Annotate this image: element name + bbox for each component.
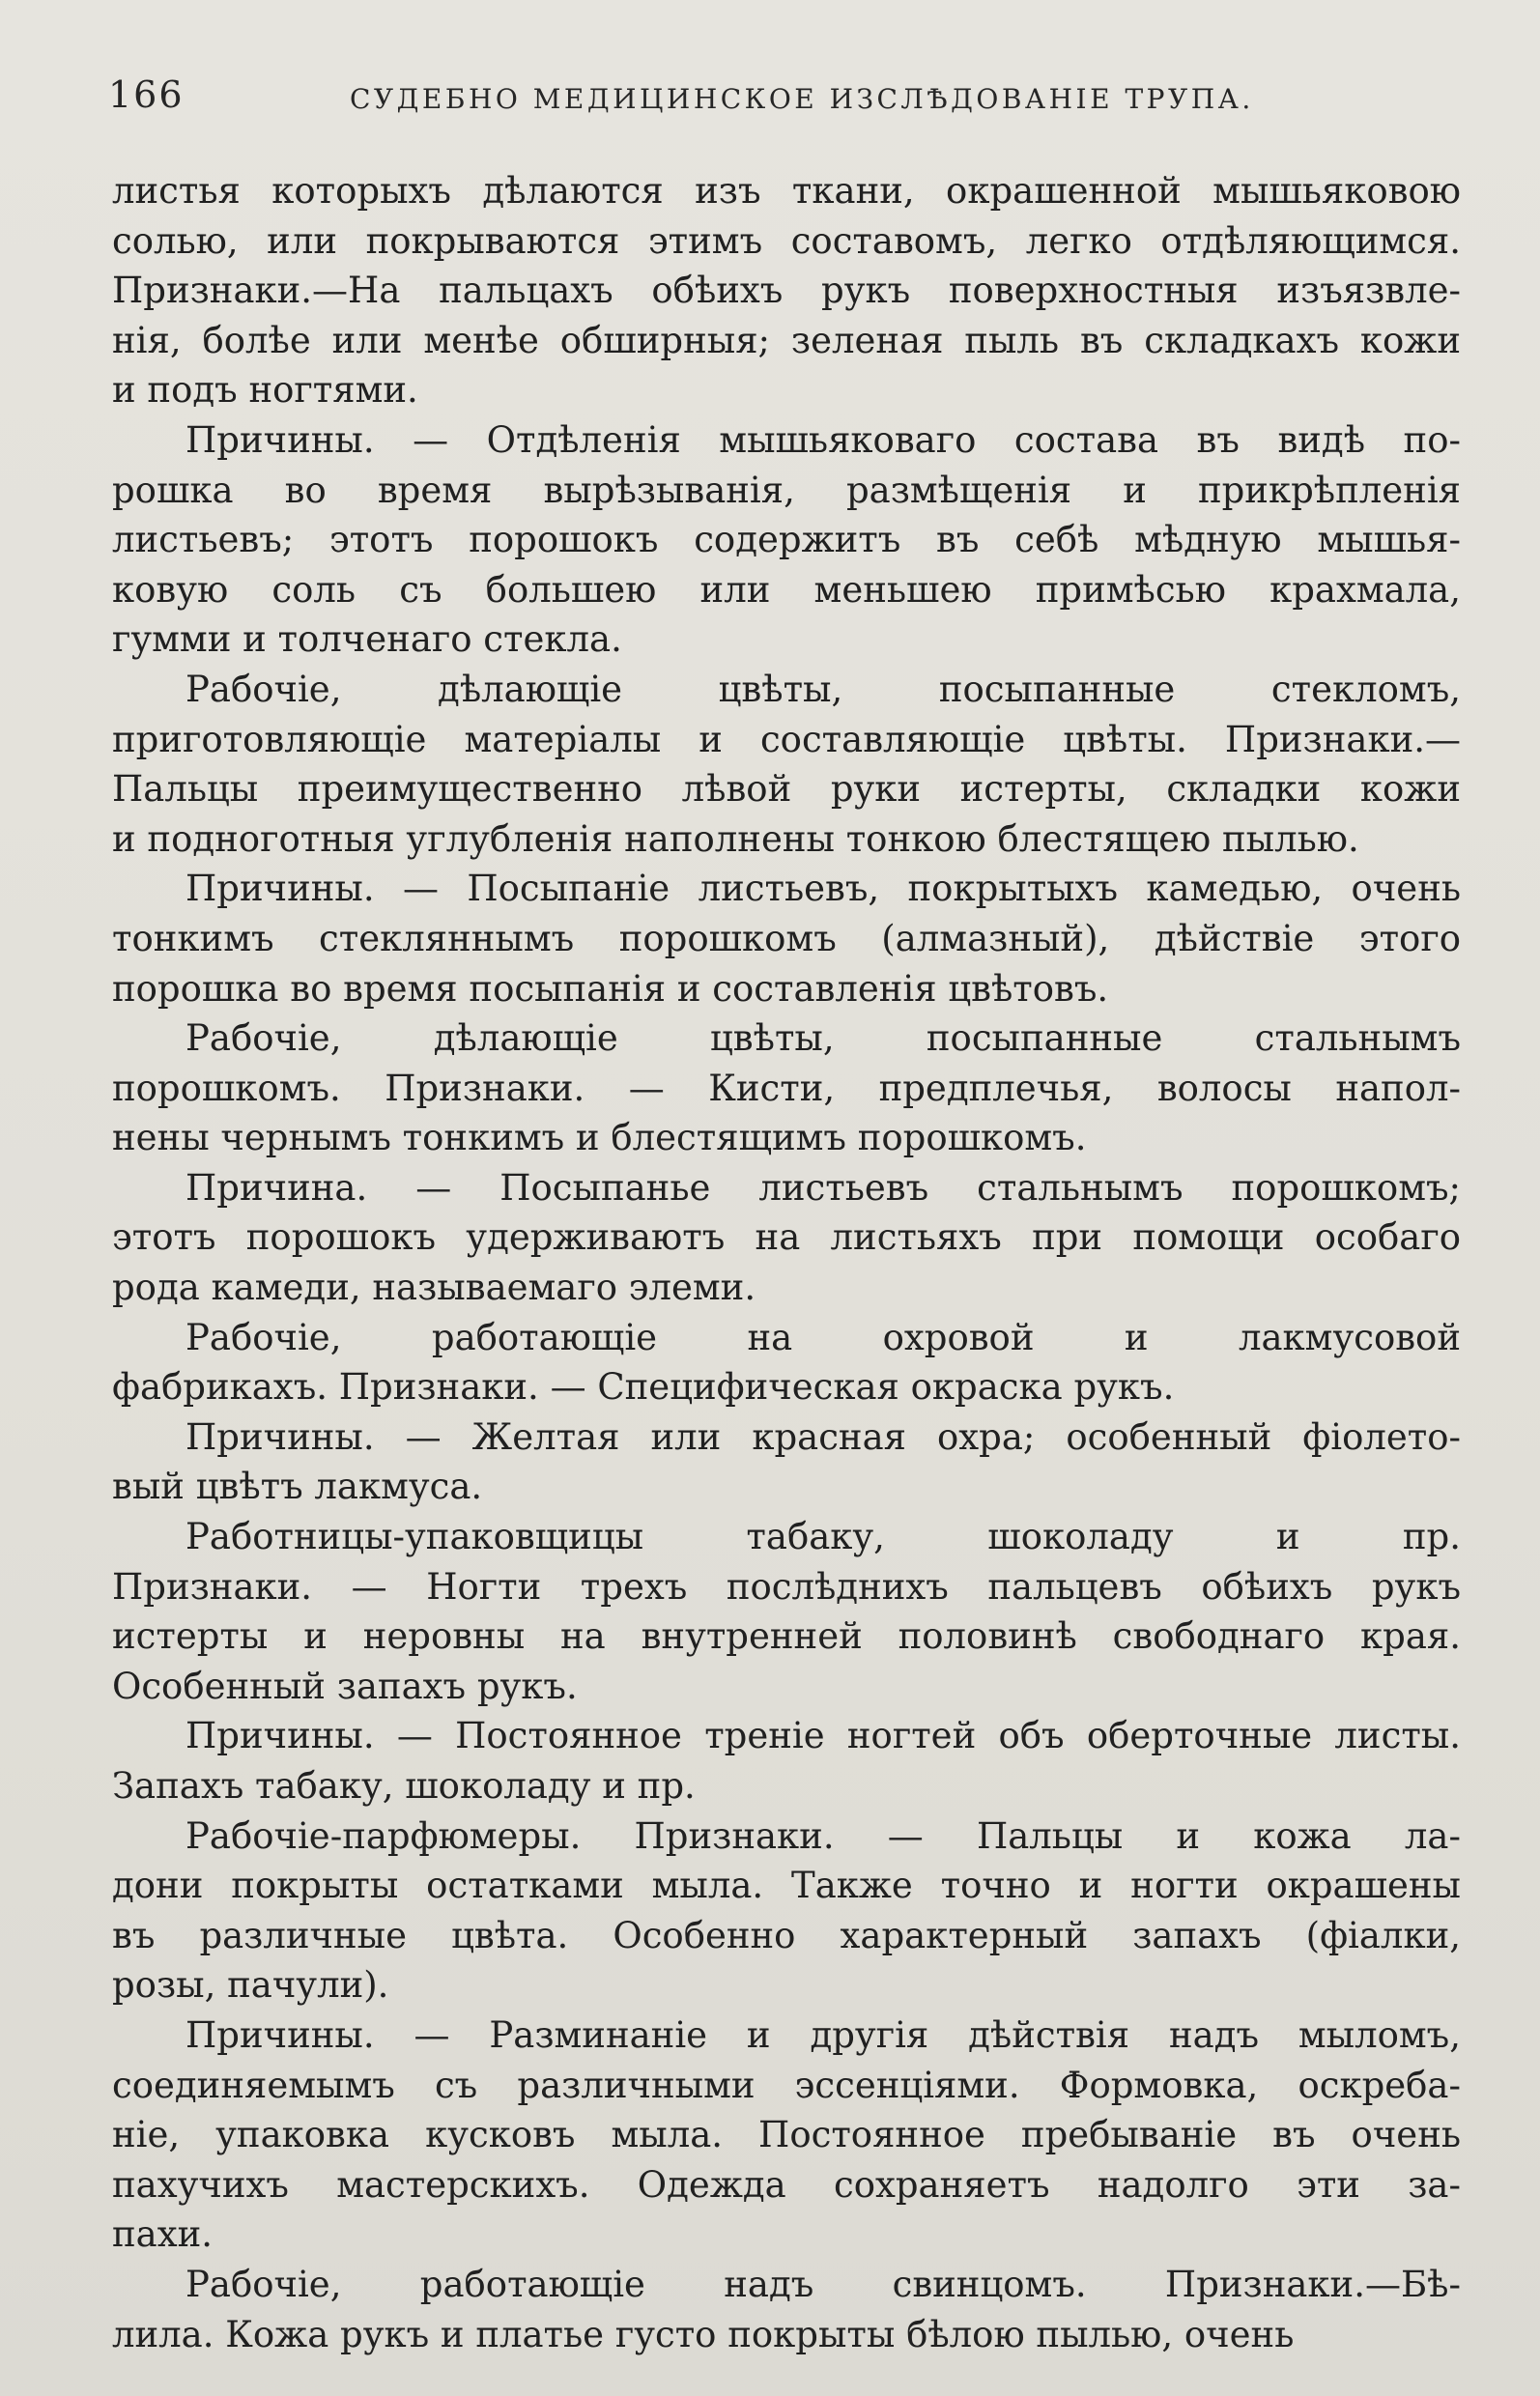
text-line: розы, пачули).	[112, 1964, 389, 2007]
paragraph	[112, 1512, 1461, 1711]
text-line: тонкимъ стекляннымъ порошкомъ (алмазный), дѣйствіе этого	[112, 917, 1461, 959]
paragraph	[112, 166, 1461, 415]
text-line: фабрикахъ. Признаки. — Специфическая окраска рукъ.	[112, 1366, 1175, 1409]
text-line: Пальцы преимущественно лѣвой руки истерты, складки кожи	[112, 768, 1461, 811]
text-line: и подноготныя углубленія наполнены тонкою блестящею пылью.	[112, 817, 1359, 860]
paragraph	[112, 2011, 1461, 2260]
text-line: Работницы-упаковщицы табаку, шоколаду и пр.	[185, 1516, 1461, 1558]
paragraph	[112, 864, 1461, 1013]
running-title: СУДЕБНО МЕДИЦИНСКОЕ ИЗСЛѢДОВАНІЕ ТРУПА.	[350, 83, 1254, 115]
text-line: рода камеди, называемаго элеми.	[112, 1267, 756, 1309]
text-line: листьевъ; этотъ порошокъ содержитъ въ себѣ мѣдную мышья-	[112, 519, 1461, 561]
text-line: Причины. — Посыпаніе листьевъ, покрытыхъ камедью, очень	[185, 868, 1461, 910]
paragraph	[112, 1811, 1461, 2011]
page-number: 166	[108, 73, 185, 116]
body-text	[112, 166, 1461, 2359]
text-line: Рабочіе, дѣлающіе цвѣты, посыпанные стекломъ,	[185, 668, 1461, 710]
text-line: въ различные цвѣта. Особенно характерный запахъ (фіалки,	[112, 1914, 1461, 1956]
text-line: дони покрыты остатками мыла. Также точно и ногти окрашены	[112, 1865, 1461, 1907]
paragraph	[112, 1711, 1461, 1811]
text-line: Причины. — Разминаніе и другія дѣйствія надъ мыломъ,	[185, 2013, 1461, 2056]
text-line: порошка во время посыпанія и составленія цвѣтовъ.	[112, 967, 1109, 1010]
text-line: Запахъ табаку, шоколаду и пр.	[112, 1765, 696, 1807]
text-line: Причины. — Постоянное треніе ногтей объ оберточные листы.	[185, 1715, 1461, 1757]
text-line: Рабочіе-парфюмеры. Признаки. — Пальцы и кожа ла-	[185, 1814, 1461, 1857]
text-line: вый цвѣтъ лакмуса.	[112, 1466, 483, 1508]
paragraph	[112, 1163, 1461, 1313]
text-line: лила. Кожа рукъ и платье густо покрыты бѣлою пылью, очень	[112, 2313, 1295, 2355]
text-line: ніе, упаковка кусковъ мыла. Постоянное пребываніе въ очень	[112, 2114, 1461, 2156]
paragraph	[112, 1313, 1461, 1412]
text-line: ковую соль съ большею или меньшею примѣсью крахмала,	[112, 568, 1461, 611]
text-line: нены чернымъ тонкимъ и блестящимъ порошкомъ.	[112, 1117, 1087, 1159]
text-line: Особенный запахъ рукъ.	[112, 1665, 578, 1707]
text-line: и подъ ногтями.	[112, 369, 418, 412]
paragraph	[112, 415, 1461, 665]
text-line: солью, или покрываются этимъ составомъ, легко отдѣляющимся.	[112, 219, 1461, 262]
text-line: Причины. — Желтая или красная охра; особенный фіолето-	[185, 1415, 1461, 1458]
text-line: гумми и толченаго стекла.	[112, 618, 622, 661]
text-line: соединяемымъ съ различными эссенціями. Формовка, оскреба-	[112, 2064, 1461, 2106]
paragraph	[112, 1412, 1461, 1512]
text-line: Причины. — Отдѣленія мышьяковаго состава въ видѣ по-	[185, 418, 1461, 461]
text-line: Причина. — Посыпанье листьевъ стальнымъ порошкомъ;	[185, 1166, 1461, 1209]
page-header	[108, 70, 1461, 124]
text-line: приготовляющіе матеріалы и составляющіе цвѣты. Признаки.—	[112, 718, 1461, 760]
text-line: порошкомъ. Признаки. — Кисти, предплечья, волосы напол-	[112, 1067, 1461, 1109]
text-line: Рабочіе, работающіе надъ свинцомъ. Признаки.—Бѣ-	[185, 2263, 1461, 2305]
text-line: этотъ порошокъ удерживаютъ на листьяхъ при помощи особаго	[112, 1216, 1461, 1259]
paragraph	[112, 1013, 1461, 1163]
text-line: Признаки.—На пальцахъ обѣихъ рукъ поверхностныя изъязвле-	[112, 270, 1461, 312]
text-line: листья которыхъ дѣлаются изъ ткани, окрашенной мышьяковою	[112, 170, 1461, 212]
text-line: пахи.	[112, 2213, 214, 2256]
paragraph	[112, 665, 1461, 864]
text-line: Рабочіе, дѣлающіе цвѣты, посыпанные стальнымъ	[185, 1017, 1461, 1060]
text-line: истерты и неровны на внутренней половинѣ свободнаго края.	[112, 1615, 1461, 1658]
text-line: рошка во время вырѣзыванія, размѣщенія и прикрѣпленія	[112, 469, 1461, 511]
text-line: Признаки. — Ногти трехъ послѣднихъ пальцевъ обѣихъ рукъ	[112, 1565, 1461, 1608]
text-line: Рабочіе, работающіе на охровой и лакмусовой	[185, 1316, 1461, 1358]
text-line: нія, болѣе или менѣе обширныя; зеленая пыль въ складкахъ кожи	[112, 319, 1461, 361]
paragraph	[112, 2260, 1461, 2359]
text-line: пахучихъ мастерскихъ. Одежда сохраняетъ надолго эти за-	[112, 2163, 1461, 2206]
